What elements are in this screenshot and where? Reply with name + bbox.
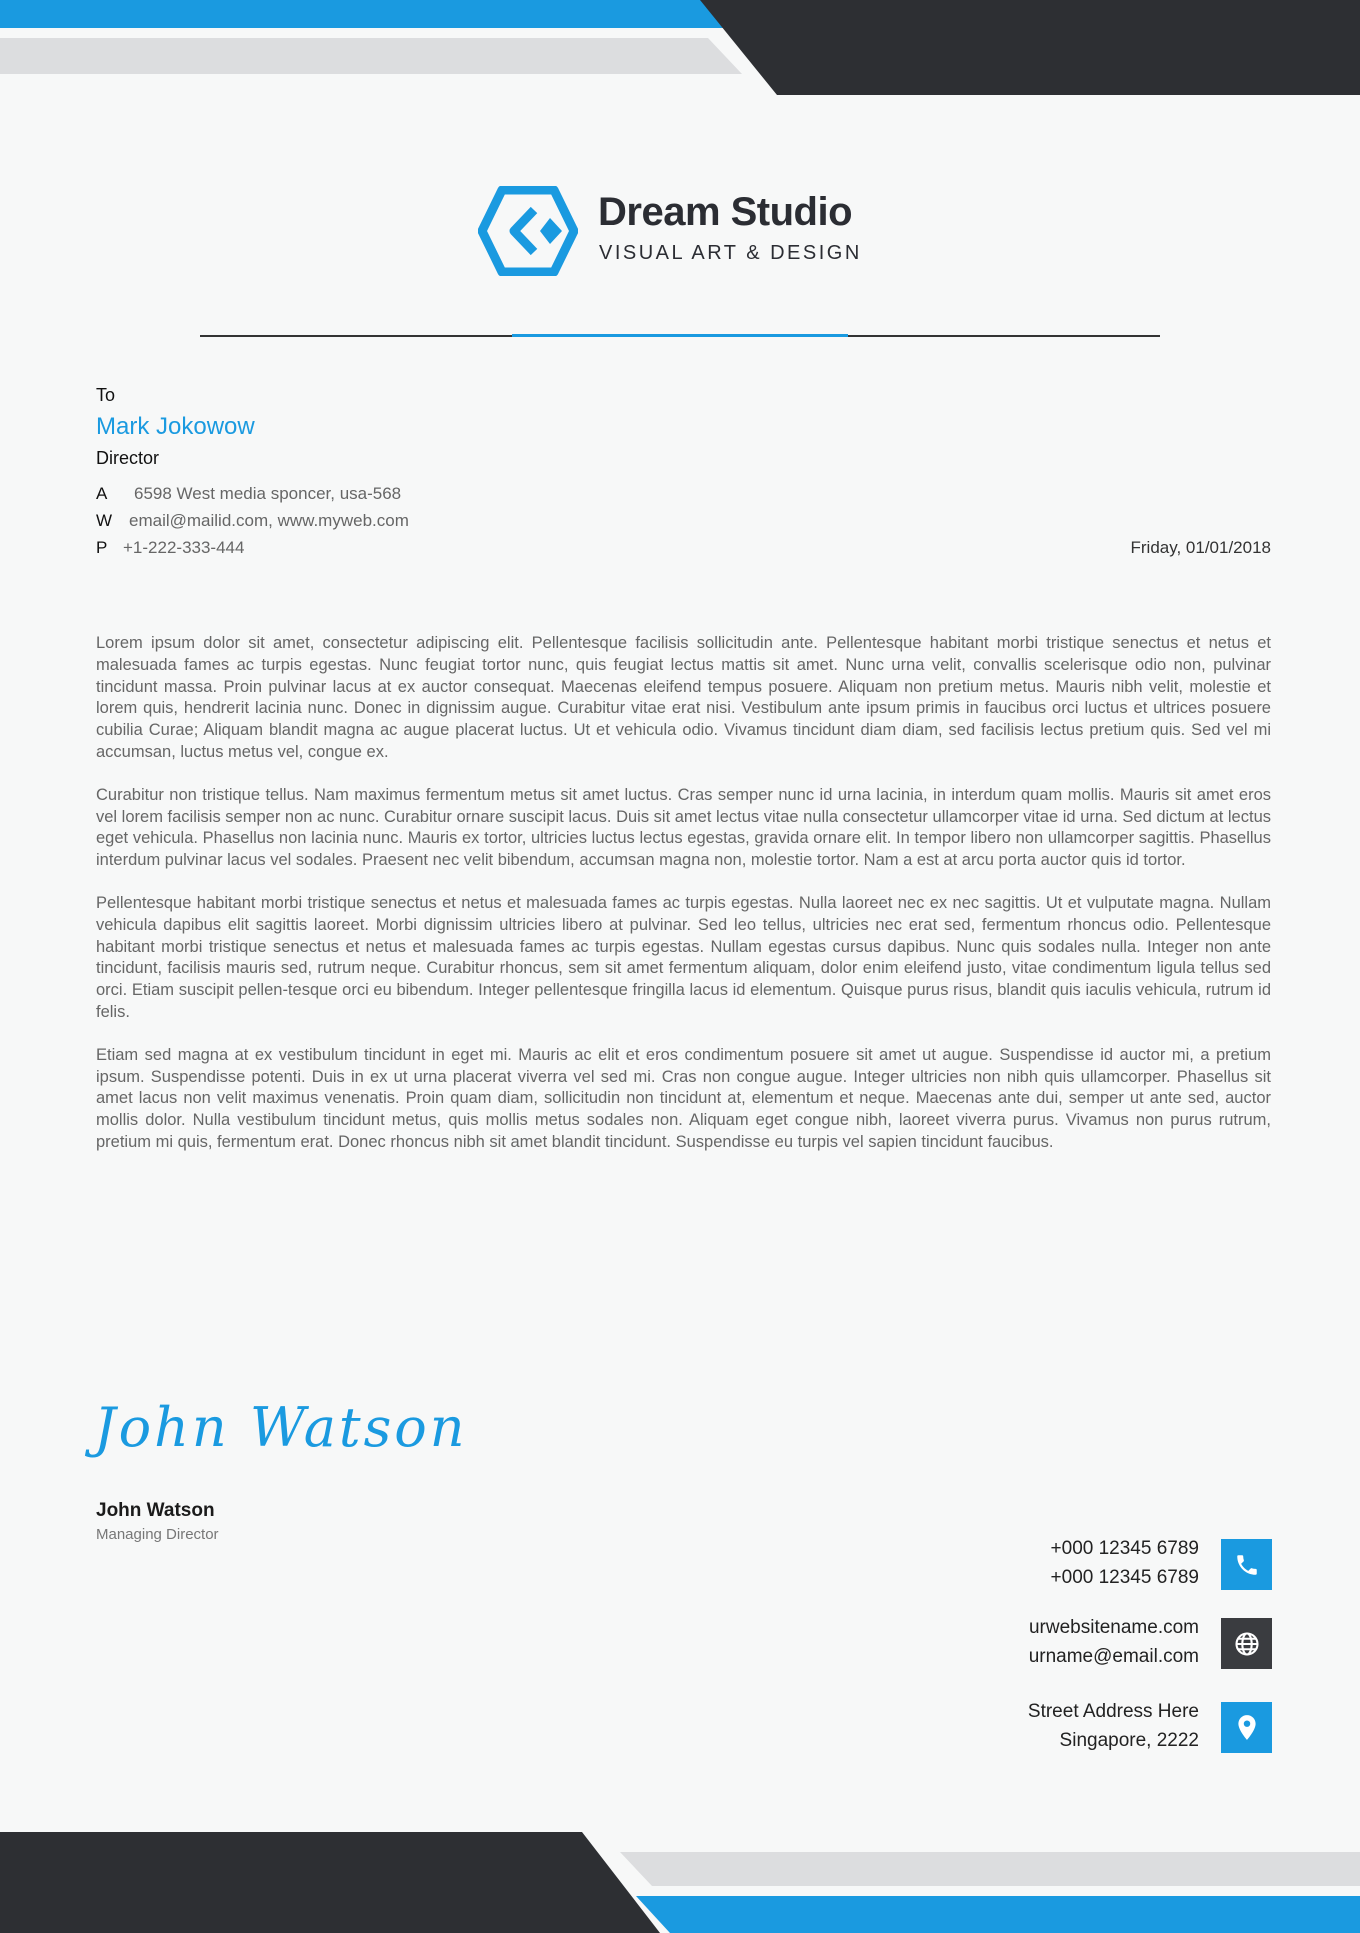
web-key: W: [96, 511, 113, 530]
footer-address: [1028, 1697, 1199, 1755]
header-divider-center: [512, 334, 848, 337]
footer-city: Singapore, 2222: [1059, 1730, 1199, 1751]
footer-web: [1029, 1613, 1199, 1671]
address-value: 6598 West media sponcer, usa-568: [134, 484, 402, 503]
body-paragraph: Lorem ipsum dolor sit amet, consectetur adipiscing elit. Pellentesque facilisis sollicitudin ante. Pellentesque habitant morbi tristique senectus et netus et malesuada fames ac turpis egestas. Nunc feugiat tortor nunc, quis feugiat lectus mattis sit amet. Nunc urna velit, convallis scelerisque odio non, pulvinar tincidunt massa. Proin pulvinar lacus at ex auctor consequat. Maecenas eleifend tempus posuere. Aliquam non pretium metus. Mauris nibh velit, molestie et lorem quis, hendrerit lacinia nunc. Donec in dignissim augue. Curabitur vitae erat nisi. Vestibulum ante ipsum primis in faucibus orci luctus et ultrices posuere cubilia Curae; Aliquam blandit magna ac augue placerat luctus. Ut et vehicula odio. Vivamus tincidunt diam diam, sed facilisis lectus pretium quis. Sed vel mi accumsan, luctus metus vel, congue ex.: [96, 634, 1271, 761]
phone-value: +1-222-333-444: [123, 538, 245, 557]
footer-street: Street Address Here: [1027, 1701, 1199, 1722]
header-decoration: [0, 0, 1360, 96]
header-divider-right: [848, 335, 1160, 337]
footer-phone-2: +000 12345 6789: [1050, 1567, 1199, 1588]
signer-name: John Watson: [96, 1500, 215, 1521]
brand-logo: [478, 186, 878, 276]
footer-phone-1: +000 12345 6789: [1050, 1538, 1199, 1559]
hexagon-logo-icon: [478, 186, 578, 276]
recipient-address: [96, 484, 401, 504]
globe-icon: [1221, 1618, 1272, 1669]
phone-icon: [1221, 1539, 1272, 1590]
footer-email: urname@email.com: [1028, 1646, 1199, 1667]
footer-website: urwebsitename.com: [1028, 1617, 1199, 1638]
recipient-name: Mark Jokowow: [96, 413, 255, 440]
footer-phones: [1051, 1534, 1199, 1592]
recipient-web: [96, 511, 409, 531]
address-key: A: [96, 484, 108, 503]
body-paragraph: Curabitur non tristique tellus. Nam maximus fermentum metus sit amet luctus. Cras semper nunc id urna lacinia, in interdum quam mollis. Mauris sit amet eros vel lorem facilisis semper non ac nunc. Curabitur ornare suscipit lacus. Duis sit amet lectus vitae nulla consectetur ullamcorper vitae id urna. Sed dictum at lectus eget vehicula. Phasellus non lacinia nunc. Mauris ex tortor, ultricies luctus lectus egestas, gravida ornare elit. In tempor libero non ullamcorper sagittis. Phasellus interdum pulvinar lacus vel sodales. Praesent nec velit bibendum, accumsan magna non, molestie tortor. Nam a est at arcu porta auctor quis id tortor.: [96, 785, 1271, 870]
recipient-title: Director: [96, 448, 160, 468]
brand-tagline: VISUAL ART & DESIGN: [599, 242, 862, 264]
body-paragraph: Etiam sed magna at ex vestibulum tincidunt in eget mi. Mauris ac elit et eros condimentum posuere sit amet ut augue. Suspendisse id auctor mi, a pretium ipsum. Suspendisse potenti. Duis in ex ut urna placerat viverra vel sed mi. Cras non congue augue. Integer ultricies non nibh quis ullamcorper. Phasellus sit amet lacus non velit maximus venenatis. Proin quam diam, sollicitudin non tincidunt at, elementum et neque. Maecenas ante dui, semper ut ante sed, auctor mollis dolor. Nulla vestibulum tincidunt metus, quis mollis metus sodales non. Aliquam eget congue nibh, laoreet viverra purus. Vivamus non purus rutrum, pretium mi quis, fermentum erat. Donec rhoncus nibh sit amet blandit tincidunt. Suspendisse eu turpis vel sapien tincidunt faucibus.: [96, 1045, 1271, 1151]
letter-body: [96, 633, 1271, 1175]
phone-key: P: [96, 538, 108, 557]
header-divider-left: [200, 335, 512, 337]
to-label: To: [96, 385, 116, 405]
body-paragraph: Pellentesque habitant morbi tristique senectus et netus et malesuada fames ac turpis egestas. Nulla laoreet nec ex nec sagittis. Ut et vulputate magna. Nullam vehicula dapibus elit sagittis laoreet. Morbi dignissim ultricies libero at pulvinar. Sed leo tellus, ultricies nec erat sed, fermentum rhoncus odio. Pellentesque habitant morbi tristique senectus et netus et malesuada fames ac turpis egestas. Nullam egestas cursus dapibus. Nunc quis sodales nulla. Integer non ante tincidunt, facilisis mauris sed, rutrum neque. Curabitur rhoncus, sem sit amet fermentum aliquam, dolor enim eleifend justo, vitae condimentum ligula tellus sed orci. Etiam suscipit pellen-tesque orci eu bibendum. Integer pellentesque fringilla lacus id elementum. Quisque purus risus, blandit quis iaculis vehicula, rutrum id felis.: [96, 893, 1271, 1021]
recipient-phone: [96, 538, 244, 558]
web-value: email@mailid.com, www.myweb.com: [129, 511, 409, 530]
handwritten-signature: John Watson: [94, 1396, 468, 1459]
location-pin-icon: [1221, 1702, 1272, 1753]
signer-title: Managing Director: [96, 1526, 219, 1543]
letter-date: Friday, 01/01/2018: [1130, 538, 1271, 557]
brand-name: Dream Studio: [598, 190, 853, 234]
